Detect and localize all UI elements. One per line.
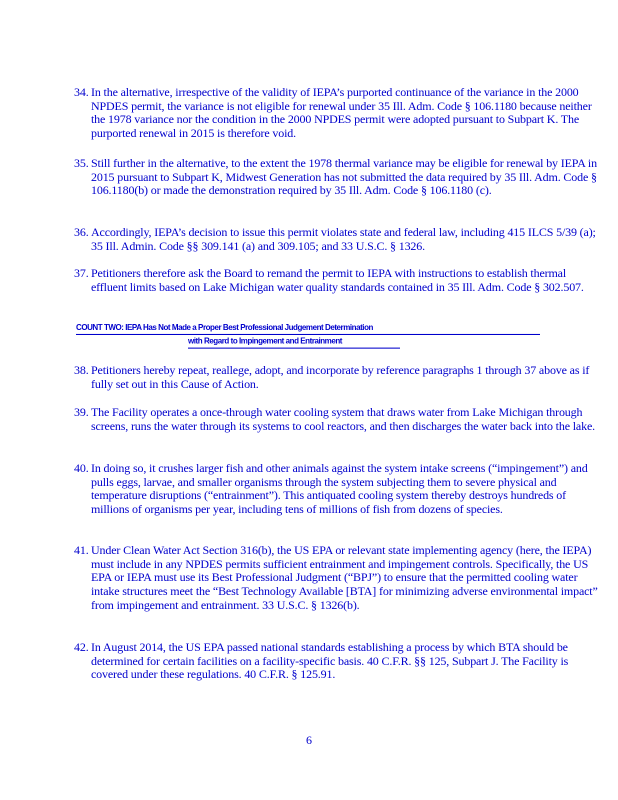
paragraph-text: Petitioners hereby repeat, reallege, adopt, and incorporate by reference paragraphs 1 through 37 above as if fully set out in this Cause of Action.	[91, 363, 590, 391]
paragraph-text: In doing so, it crushes larger fish and other animals against the system intake screens (“impingement”) and pulls eggs, larvae, and smaller organisms through the system subjecting them to severe physical and temperature disruptions (“entrainment”). This antiquated cooling system thereby destroys hundreds of millions of organisms per year, including tens of millions of fish from dozens of species.	[91, 461, 588, 517]
paragraph-38	[74, 364, 604, 391]
paragraph-37	[74, 267, 604, 294]
paragraph-36	[74, 226, 604, 253]
count-two-heading	[76, 321, 540, 348]
paragraph-number: 40.	[74, 461, 89, 475]
page-number: 6	[306, 733, 312, 747]
paragraph-text: Under Clean Water Act Section 316(b), the US EPA or relevant state implementing agency (here, the IEPA) must include in any NPDES permits sufficient entrainment and impingement controls. Specifically, the US EPA or IEPA must use its Best Professional Judgment (“BPJ”) to ensure that the permitted cooling water intake structures meet the “Best Technology Available [BTA] for minimizing adverse environmental impact” from impingement and entrainment. 33 U.S.C. § 1326(b).	[91, 543, 598, 612]
paragraph-number: 37.	[74, 266, 89, 280]
paragraph-text: In the alternative, irrespective of the validity of IEPA’s purported continuance of the variance in the 2000 NPDES permit, the variance is not eligible for renewal under 35 Ill. Adm. Code § 106.1180 because neither the 1978 variance nor the condition in the 2000 NPDES permit were adopted pursuant to Subpart K. The purported renewal in 2015 is therefore void.	[91, 85, 592, 141]
paragraph-number: 36.	[74, 225, 89, 239]
count-two-heading-line-1: COUNT TWO: IEPA Has Not Made a Proper Best Professional Judgement Determination	[76, 321, 540, 335]
paragraph-number: 35.	[74, 156, 89, 170]
paragraph-34	[74, 86, 604, 141]
paragraph-text: Petitioners therefore ask the Board to remand the permit to IEPA with instructions to establish thermal effluent limits based on Lake Michigan water quality standards contained in 35 Ill. Adm. Code § 302.507.	[91, 266, 584, 294]
paragraph-40	[74, 462, 604, 517]
paragraph-text: Still further in the alternative, to the extent the 1978 thermal variance may be eligible for renewal by IEPA in 2015 pursuant to Subpart K, Midwest Generation has not submitted the data required by 35 Ill. Adm. Code § 106.1180(b) or made the demonstration required by 35 Ill. Adm. Code § 106.1180 (c).	[91, 156, 597, 198]
paragraph-text: In August 2014, the US EPA passed national standards establishing a process by which BTA should be determined for certain facilities on a facility-specific basis. 40 C.F.R. §§ 125, Subpart J. The Facility is covered under these regulations. 40 C.F.R. § 125.91.	[91, 640, 569, 682]
paragraph-42	[74, 641, 604, 682]
paragraph-number: 42.	[74, 640, 89, 654]
paragraph-text: Accordingly, IEPA’s decision to issue this permit violates state and federal law, including 415 ILCS 5/39 (a); 35 Ill. Admin. Code §§ 309.141 (a) and 309.105; and 33 U.S.C. § 1326.	[91, 225, 596, 253]
paragraph-text: The Facility operates a once-through water cooling system that draws water from Lake Michigan through screens, runs the water through its systems to cool reactors, and then discharges the water back into the lake.	[91, 405, 595, 433]
paragraph-number: 39.	[74, 405, 89, 419]
paragraph-number: 41.	[74, 543, 89, 557]
paragraph-number: 34.	[74, 85, 89, 99]
paragraph-39	[74, 406, 604, 433]
paragraph-41	[74, 544, 604, 613]
paragraph-number: 38.	[74, 363, 89, 377]
paragraph-35	[74, 157, 604, 198]
count-two-heading-line-2: with Regard to Impingement and Entrainment	[188, 335, 400, 349]
